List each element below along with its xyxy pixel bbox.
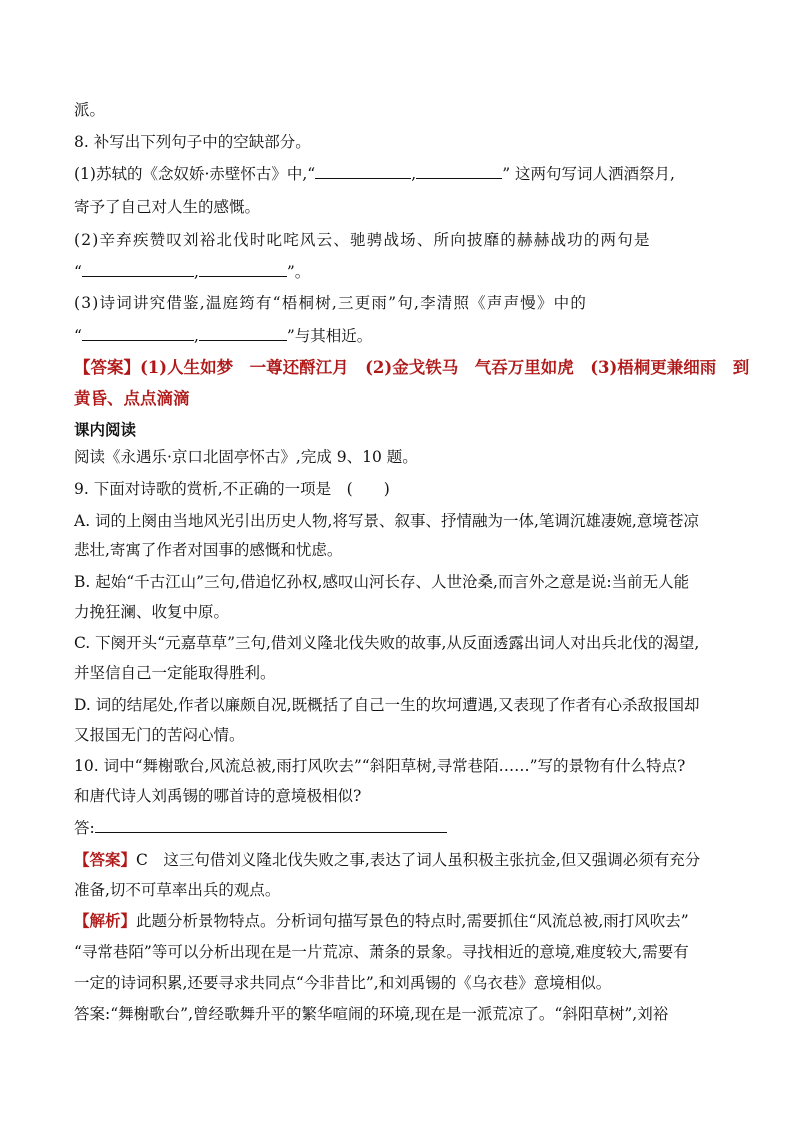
text-line: 寄予了自己对人生的感慨。 xyxy=(74,198,261,216)
text-line: 力挽狂澜、收复中原。 xyxy=(74,603,230,621)
text-line: 并坚信自己一定能取得胜利。 xyxy=(74,664,276,682)
answer-9: 【答案】C 这三句借刘义隆北伐失败之事,表达了词人虽积极主张抗金,但又强调必须有充分 xyxy=(74,850,701,869)
text-line: “ , ”。 xyxy=(74,263,311,281)
question-10-title: 10. 词中“舞榭歌台,风流总被,雨打风吹去”“斜阳草树,寻常巷陌……”写的景物有什么特点? xyxy=(74,757,686,775)
answer-line: 答: xyxy=(74,817,447,839)
analysis-10: 【解析】此题分析景物特点。分析词句描写景色的特点时,需要抓住“风流总被,雨打风吹去” xyxy=(74,911,689,930)
answer-blank[interactable] xyxy=(82,262,194,277)
text-line: 准备,切不可草率出兵的观点。 xyxy=(74,881,281,899)
question-8-part-1: (1)苏轼的《念奴娇·赤壁怀古》中,“ , ” 这两句写词人洒酒祭月, xyxy=(74,165,675,183)
option-a: A. 词的上阕由当地风光引出历史人物,将写景、叙事、抒情融为一体,笔调沉雄凄婉,意境苍凉 xyxy=(74,512,699,530)
text-line: 和唐代诗人刘禹锡的哪首诗的意境极相似? xyxy=(74,787,362,805)
analysis-label: 【解析】 xyxy=(74,911,137,930)
answer-input[interactable] xyxy=(95,818,447,833)
text-line: 答案:“舞榭歌台”,曾经歌舞升平的繁华喧闹的环境,现在是一派荒凉了。“斜阳草树”,刘裕 xyxy=(74,1005,669,1023)
answer-blank[interactable] xyxy=(315,164,411,179)
question-8-title: 8. 补写出下列句子中的空缺部分。 xyxy=(74,133,311,151)
text-line: 一定的诗词积累,还要寻求共同点“今非昔比”,和刘禹锡的《乌衣巷》意境相似。 xyxy=(74,974,612,992)
option-c: C. 下阕开头“元嘉草草”三句,借刘义隆北伐失败的故事,从反面透露出词人对出兵北伐的渴望, xyxy=(74,634,700,652)
reading-instruction: 阅读《永遇乐·京口北固亭怀古》,完成 9、10 题。 xyxy=(74,448,418,466)
option-b: B. 起始“千古江山”三句,借追忆孙权,感叹山河长存、人世沧桑,而言外之意是说:当前无人能 xyxy=(74,573,690,591)
text-line: 派。 xyxy=(74,101,106,119)
text-line: 黄昏、点点滴滴 xyxy=(74,389,190,408)
answer-blank[interactable] xyxy=(416,164,502,179)
text-line: “寻常巷陌”等可以分析出现在是一片荒凉、萧条的景象。寻找相近的意境,难度较大,需要有 xyxy=(74,943,689,961)
answer-8: 【答案】(1)人生如梦 一尊还酹江月 (2)金戈铁马 气吞万里如虎 (3)梧桐更兼细雨 到 xyxy=(74,358,750,377)
text-line: 又报国无门的苦闷心情。 xyxy=(74,726,245,744)
section-heading: 课内阅读 xyxy=(74,420,137,439)
question-9-title: 9. 下面对诗歌的赏析,不正确的一项是 ( ) xyxy=(74,480,390,498)
answer-blank[interactable] xyxy=(199,326,287,341)
option-d: D. 词的结尾处,作者以廉颇自况,既概括了自己一生的坎坷遭遇,又表现了作者有心杀敌报国却 xyxy=(74,696,700,714)
answer-blank[interactable] xyxy=(199,262,287,277)
text-line: 悲壮,寄寓了作者对国事的感慨和忧虑。 xyxy=(74,541,343,559)
answer-label: 【答案】 xyxy=(74,850,137,869)
question-8-part-2: (2)辛弃疾赞叹刘裕北伐时叱咤风云、驰骋战场、所向披靡的赫赫战功的两句是 xyxy=(74,231,651,249)
question-8-part-3: (3)诗词讲究借鉴,温庭筠有“梧桐树,三更雨”句,李清照《声声慢》中的 xyxy=(74,294,588,312)
answer-label: 【答案】 xyxy=(74,358,140,377)
answer-blank[interactable] xyxy=(82,326,194,341)
text-line: “ , ”与其相近。 xyxy=(74,327,373,345)
